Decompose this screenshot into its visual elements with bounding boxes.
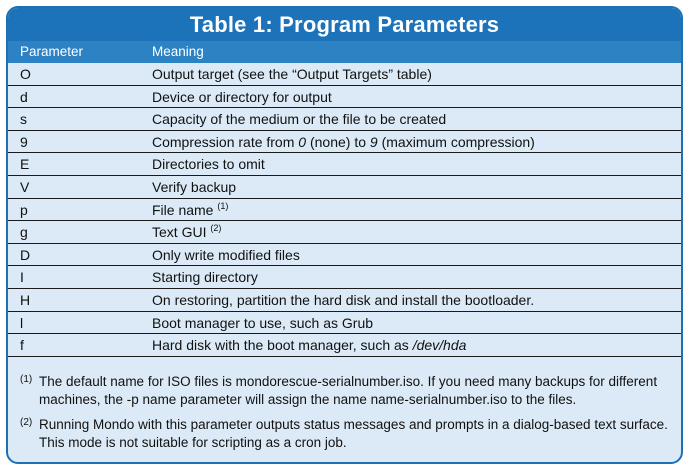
meaning-cell — [152, 131, 535, 154]
meaning-text: Output target (see the “Output Targets” table) — [152, 66, 432, 82]
meaning-text: /dev/hda — [412, 337, 467, 354]
meaning-text: 0 — [298, 133, 307, 150]
footnote-mark: (1) — [20, 373, 33, 385]
table-row — [8, 334, 681, 357]
meaning-text: (maximum compression) — [377, 133, 535, 150]
table-body — [8, 63, 681, 357]
table-title: Table 1: Program Parameters — [8, 8, 681, 41]
table-row — [8, 266, 681, 289]
meaning-text: Only write modified files — [152, 246, 300, 263]
meaning-text: Text GUI — [152, 224, 211, 241]
parameter-cell: V — [20, 178, 30, 195]
footnote-text: Running Mondo with this parameter outputs status messages and prompts in a dialog-based text surface. This mode is not suitable for scripting as a cron job. — [39, 416, 668, 450]
meaning-cell — [152, 63, 432, 86]
parameters-table — [6, 6, 683, 464]
footnotes — [8, 357, 681, 452]
meaning-text: Boot manager to use, such as Grub — [152, 314, 374, 331]
footnote-reference: (2) — [210, 223, 222, 234]
parameter-cell: 9 — [20, 133, 28, 150]
table-row — [8, 86, 681, 109]
meaning-cell — [152, 153, 265, 176]
parameter-cell: O — [20, 66, 31, 82]
meaning-text: Hard disk with the boot manager, such as — [152, 337, 413, 354]
parameter-cell: E — [20, 156, 30, 173]
table-row — [8, 244, 681, 267]
meaning-text: Verify backup — [152, 178, 237, 195]
meaning-cell — [152, 312, 373, 335]
table-row — [8, 108, 681, 131]
meaning-cell — [152, 86, 332, 109]
meaning-text: Device or directory for output — [152, 88, 332, 105]
table-row — [8, 131, 681, 154]
table-row — [8, 289, 681, 312]
footnote-reference: (1) — [217, 200, 229, 211]
table-row — [8, 63, 681, 86]
parameter-cell: p — [20, 201, 28, 218]
meaning-text: On restoring, partition the hard disk and install the bootloader. — [152, 291, 535, 308]
meaning-cell — [152, 176, 236, 199]
meaning-cell — [152, 221, 221, 244]
parameter-cell: l — [20, 314, 24, 331]
meaning-text: File name — [152, 201, 218, 218]
meaning-text: Directories to omit — [152, 156, 265, 173]
meaning-text: Capacity of the medium or the file to be created — [152, 111, 447, 128]
meaning-text: (none) to — [306, 133, 370, 150]
meaning-text: Compression rate from — [152, 133, 299, 150]
parameter-cell: s — [20, 111, 27, 128]
table-header-row — [8, 41, 681, 63]
footnote — [20, 416, 669, 452]
table-row — [8, 312, 681, 335]
table-row — [8, 199, 681, 222]
parameter-cell: D — [20, 246, 31, 263]
meaning-text: 9 — [369, 133, 378, 150]
footnote — [20, 373, 669, 409]
footnote-mark: (2) — [20, 416, 33, 428]
parameter-cell: I — [20, 269, 24, 286]
parameter-cell: f — [20, 337, 24, 354]
parameter-cell: g — [20, 224, 28, 241]
header-meaning: Meaning — [152, 44, 204, 59]
footnote-text: The default name for ISO files is mondorescue-serialnumber.iso. If you need many backups for different machines, the -p name parameter will assign the name name-serialnumber.iso to the files. — [39, 373, 658, 407]
meaning-cell — [152, 266, 258, 289]
table-row — [8, 221, 681, 244]
header-parameter: Parameter — [20, 44, 84, 59]
table-row — [8, 176, 681, 199]
meaning-text: Starting directory — [152, 269, 258, 286]
meaning-cell — [152, 244, 300, 267]
parameter-cell: d — [20, 88, 28, 105]
table-row — [8, 153, 681, 176]
meaning-cell — [152, 289, 534, 312]
meaning-cell — [152, 334, 466, 357]
parameter-cell: H — [20, 291, 31, 308]
meaning-cell — [152, 108, 446, 131]
meaning-cell — [152, 199, 228, 222]
